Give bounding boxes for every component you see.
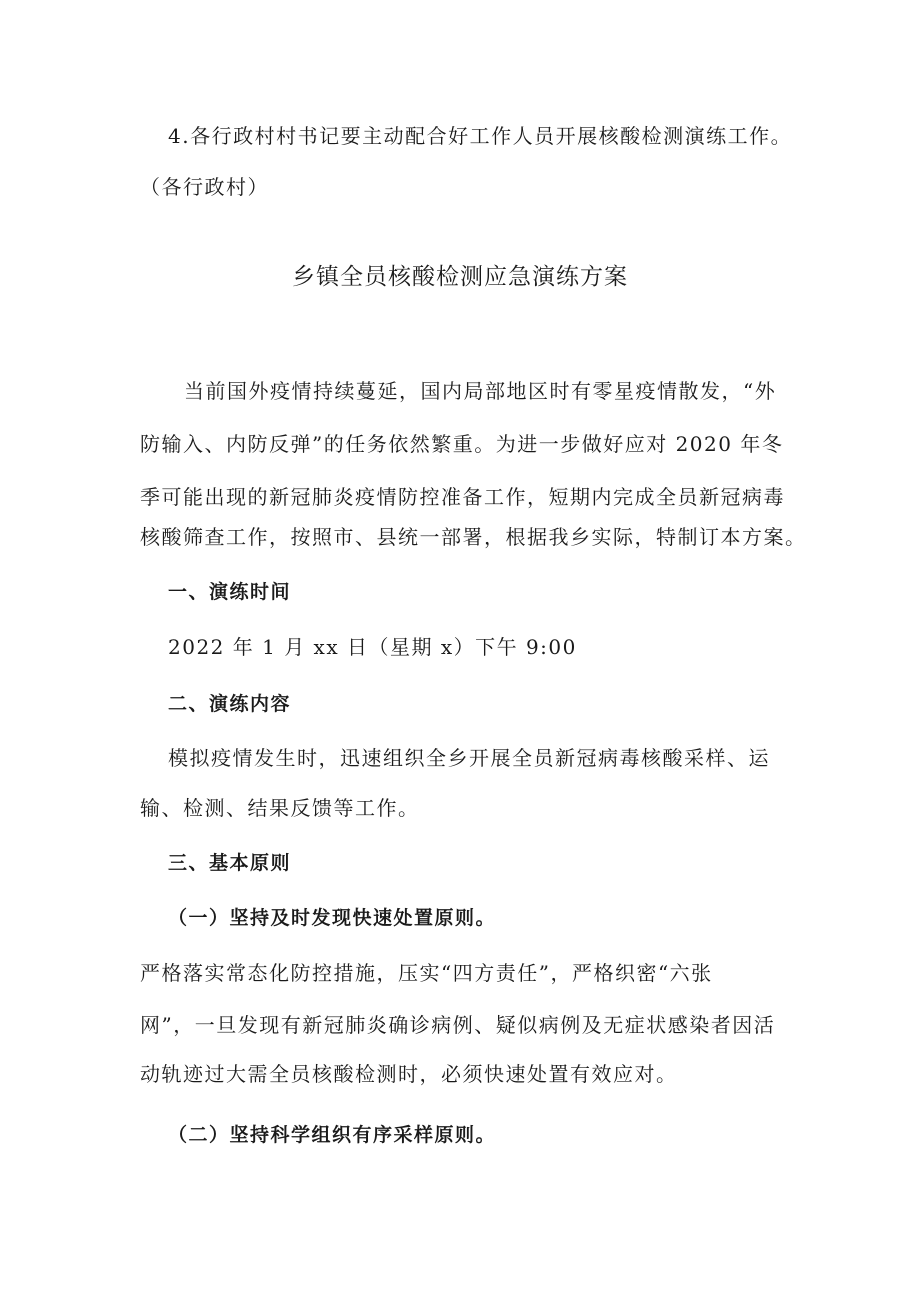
section-3-sub-1-body-line-3: 动轨迹过大需全员核酸检测时，必须快速处置有效应对。 [140, 1062, 678, 1086]
section-1-body: 2022 年 1 月 xx 日（星期 x）下午 9:00 [168, 635, 577, 659]
opening-paragraph-line-4: 核酸筛查工作，按照市、县统一部署，根据我乡实际，特制订本方案。 [140, 525, 807, 549]
section-2-body-line-2: 输、检测、结果反馈等工作。 [140, 796, 420, 820]
section-2-body-line-1: 模拟疫情发生时，迅速组织全乡开展全员新冠病毒核酸采样、运 [168, 746, 770, 770]
section-3-heading: 三、基本原则 [168, 852, 292, 874]
document-title: 乡镇全员核酸检测应急演练方案 [292, 264, 628, 290]
opening-paragraph-line-3: 季可能出现的新冠肺炎疫情防控准备工作，短期内完成全员新冠病毒 [140, 485, 785, 509]
intro-item-line-1: 4.各行政村村书记要主动配合好工作人员开展核酸检测演练工作。 [168, 124, 793, 148]
section-3-sub-2-heading: （二）坚持科学组织有序采样原则。 [168, 1124, 497, 1146]
section-3-sub-1-heading: （一）坚持及时发现快速处置原则。 [168, 907, 497, 929]
opening-paragraph-line-1: 当前国外疫情持续蔓延，国内局部地区时有零星疫情散发，“外 [184, 379, 777, 403]
section-2-heading: 二、演练内容 [168, 693, 292, 715]
section-3-sub-1-body-line-2: 网”，一旦发现有新冠肺炎确诊病例、疑似病例及无症状感染者因活 [140, 1013, 776, 1037]
section-1-heading: 一、演练时间 [168, 581, 292, 603]
section-3-sub-1-body-line-1: 严格落实常态化防控措施，压实“四方责任”，严格织密“六张 [140, 961, 713, 985]
intro-item-line-2: （各行政村） [140, 175, 269, 199]
opening-paragraph-line-2: 防输入、内防反弹”的任务依然繁重。为进一步做好应对 2020 年冬 [140, 432, 784, 456]
